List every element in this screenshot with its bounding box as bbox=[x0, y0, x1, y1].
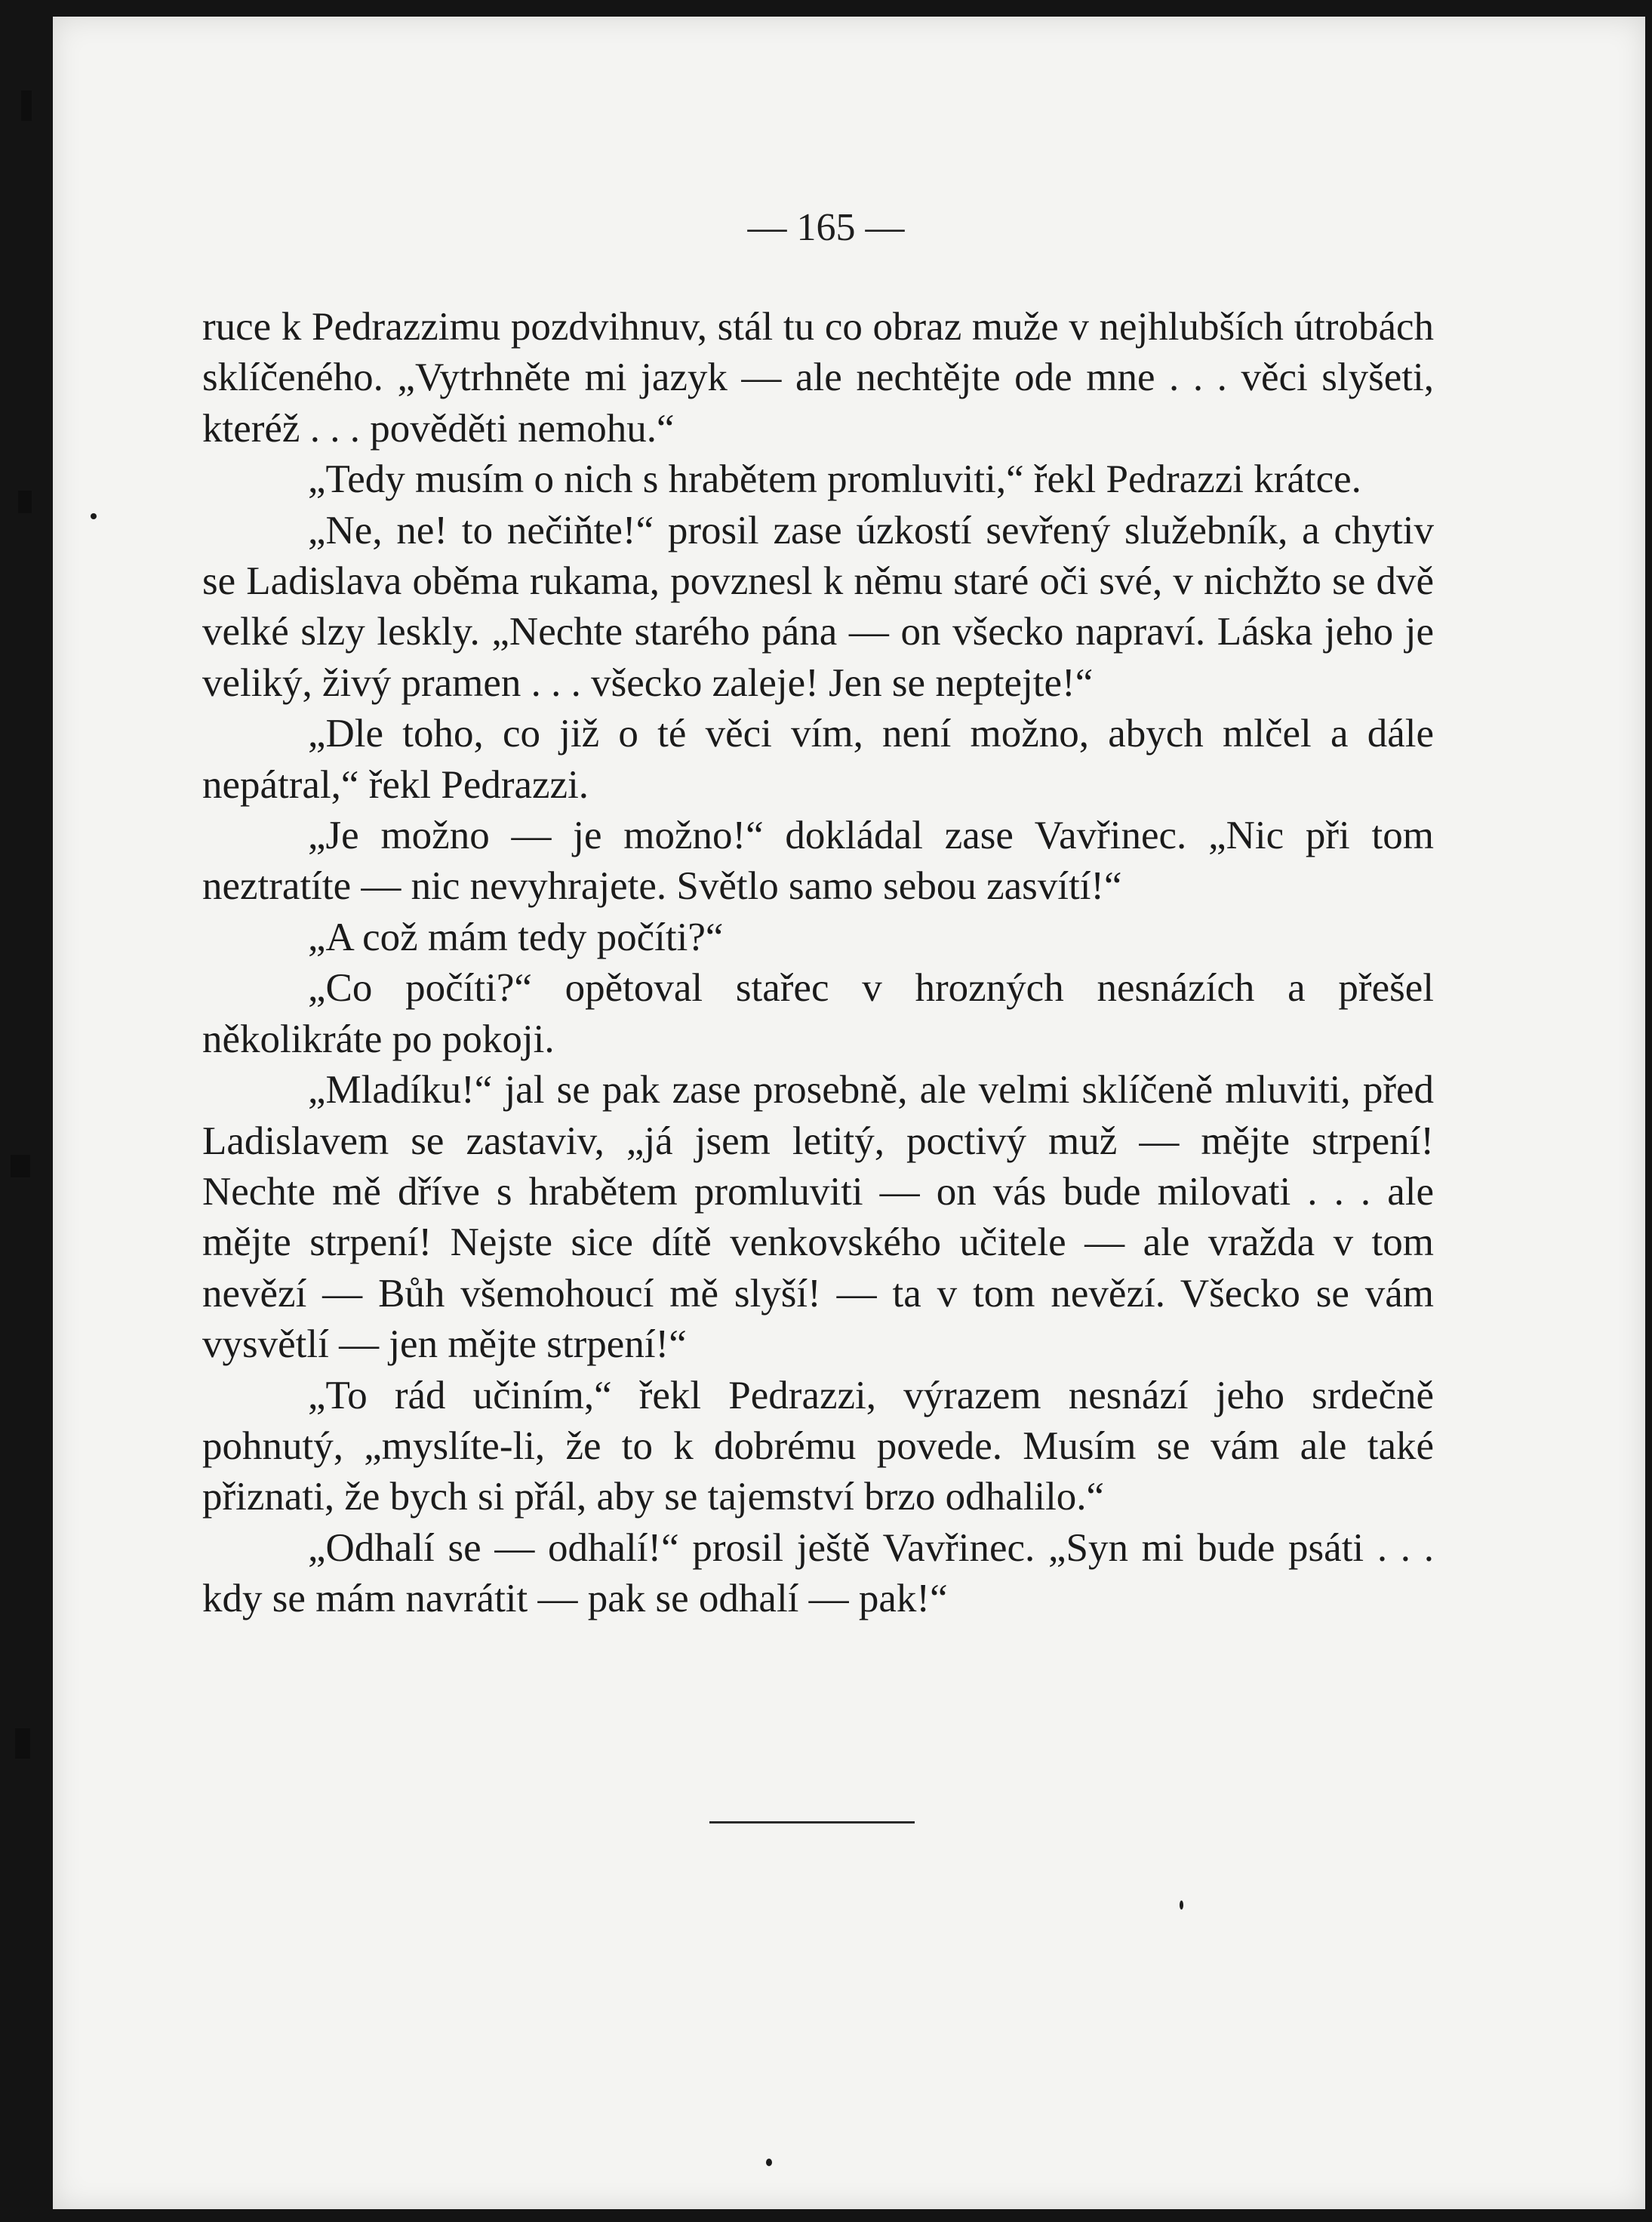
ink-speck bbox=[1180, 1900, 1183, 1910]
paragraph: „Ne, ne! to nečiňte!“ prosil zase úzkostí sevřený služebník, a chytiv se Ladislava oběma rukama, povznesl k němu staré oči své, v nichžto se dvě velké slzy leskly. „Nechte starého pána — on všecko napraví. Láska jeho je veliký, živý pramen . . . všecko zaleje! Jen se neptejte!“ bbox=[202, 508, 1434, 705]
binding-mark bbox=[11, 1155, 30, 1177]
binding-mark bbox=[18, 491, 32, 513]
paragraph: „To rád učiním,“ řekl Pedrazzi, výrazem nesnází jeho srdečně pohnutý, „myslíte-li, že to k dobrému povede. Musím se vám ale také přiznati, že bych si přál, aby se tajemství brzo odhalilo.“ bbox=[202, 1373, 1434, 1519]
ink-speck bbox=[766, 2159, 772, 2166]
binding-mark bbox=[21, 91, 32, 121]
section-end-rule bbox=[709, 1821, 915, 1823]
page-number: — 165 — bbox=[747, 206, 905, 249]
paragraph: „A což mám tedy počíti?“ bbox=[308, 915, 724, 959]
paragraph: „Dle toho, co již o té věci vím, není možno, abych mlčel a dále nepátral,“ řekl Pedrazzi. bbox=[202, 712, 1434, 807]
paragraph: „Tedy musím o nich s hrabětem promluviti,“ řekl Pedrazzi krátce. bbox=[308, 457, 1361, 502]
paragraph: „Co počíti?“ opětoval stařec v hrozných nesnázích a přešel několikráte po pokoji. bbox=[202, 966, 1434, 1061]
paragraph: „Odhalí se — odhalí!“ prosil ještě Vavřinec. „Syn mi bude psáti . . . kdy se mám navrátit — pak se odhalí — pak!“ bbox=[202, 1525, 1434, 1621]
ink-speck bbox=[91, 513, 97, 519]
paragraph: ruce k Pedrazzimu pozdvihnuv, stál tu co obraz muže v nejhlubších útrobách sklíčeného. „Vytrhněte mi jazyk — ale nechtějte ode mne . . . věci slyšeti, kteréž . . . pověděti nemohu.“ bbox=[202, 305, 1434, 451]
paragraph: „Je možno — je možno!“ dokládal zase Vavřinec. „Nic při tom neztratíte — nic nevyhrajete. Světlo samo sebou zasvítí!“ bbox=[202, 814, 1434, 909]
body-text bbox=[202, 302, 1434, 1625]
paragraph: „Mladíku!“ jal se pak zase prosebně, ale velmi sklíčeně mluviti, před Ladislavem se zastaviv, „já jsem letitý, poctivý muž — mějte strpení! Nechte mě dříve s hrabětem promluviti — on vás bude milovati . . . ale mějte strpení! Nejste sice dítě venkovského učitele — ale vražda v tom nevězí — Bůh všemohoucí mě slyší! — ta v tom nevězí. Všecko se vám vysvětlí — jen mějte strpení!“ bbox=[202, 1068, 1434, 1367]
binding-mark bbox=[15, 1728, 30, 1759]
